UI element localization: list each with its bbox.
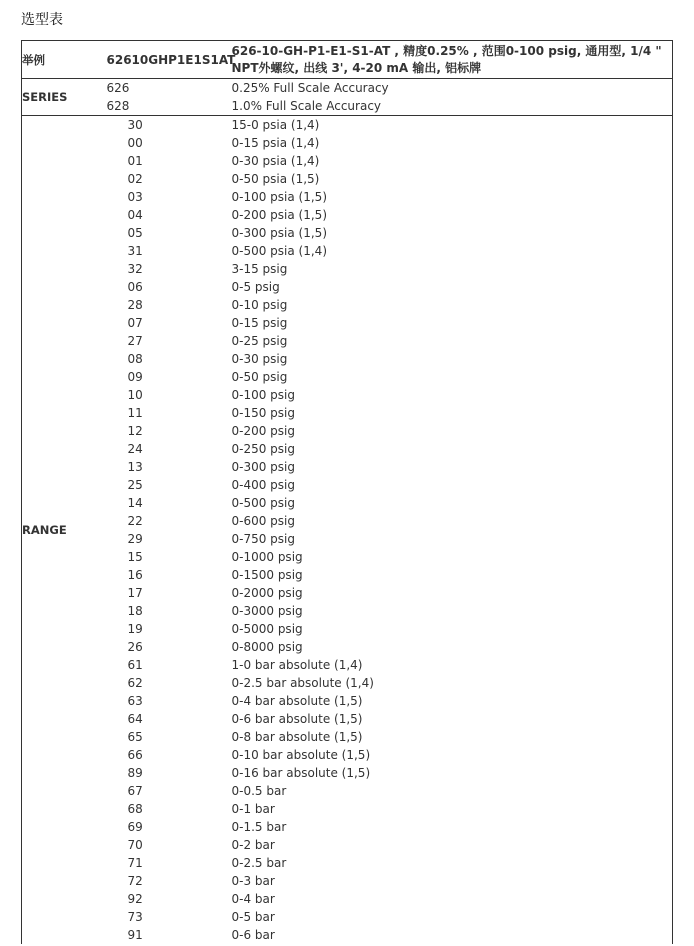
- range-description: 0-6 bar: [232, 926, 673, 944]
- range-code: 18: [127, 604, 143, 618]
- range-code: 07: [127, 316, 143, 330]
- range-row: [22, 602, 673, 620]
- range-code: 62: [127, 676, 143, 690]
- example-label: 举例: [22, 41, 107, 79]
- range-description: 0-250 psig: [232, 440, 673, 458]
- range-description: 0-100 psia (1,5): [232, 188, 673, 206]
- range-description: 0-8000 psig: [232, 638, 673, 656]
- range-description: 0-10 bar absolute (1,5): [232, 746, 673, 764]
- range-code: 30: [107, 116, 232, 135]
- range-row: [22, 548, 673, 566]
- range-description: 0-15 psig: [232, 314, 673, 332]
- series-row: [22, 79, 673, 98]
- range-description: 15-0 psia (1,4): [232, 116, 673, 135]
- range-row: [22, 566, 673, 584]
- range-code: 61: [127, 658, 143, 672]
- range-description: 0-400 psig: [232, 476, 673, 494]
- range-row: [22, 224, 673, 242]
- range-code: 19: [127, 622, 143, 636]
- range-row: [22, 494, 673, 512]
- range-code: 03: [127, 190, 143, 204]
- range-row: [22, 764, 673, 782]
- range-row: [22, 890, 673, 908]
- range-description: 0-150 psig: [232, 404, 673, 422]
- range-row: [22, 476, 673, 494]
- range-code: 72: [127, 874, 143, 888]
- series-row: [22, 97, 673, 116]
- range-label: RANGE: [22, 116, 107, 945]
- range-description: 0-600 psig: [232, 512, 673, 530]
- range-row: [22, 512, 673, 530]
- range-description: 0-100 psig: [232, 386, 673, 404]
- range-code: 68: [127, 802, 143, 816]
- range-description: 0-500 psia (1,4): [232, 242, 673, 260]
- range-code: 14: [127, 496, 143, 510]
- range-description: 0-3000 psig: [232, 602, 673, 620]
- example-code: 62610GHP1E1S1AT: [107, 41, 232, 79]
- range-description: 0-1000 psig: [232, 548, 673, 566]
- range-description: 3-15 psig: [232, 260, 673, 278]
- range-row: [22, 296, 673, 314]
- range-description: 0-10 psig: [232, 296, 673, 314]
- range-description: 0-1 bar: [232, 800, 673, 818]
- range-description: 0-3 bar: [232, 872, 673, 890]
- range-code: 92: [127, 892, 143, 906]
- series-label: SERIES: [22, 79, 107, 116]
- range-row: [22, 800, 673, 818]
- series-description: 0.25% Full Scale Accuracy: [232, 79, 673, 98]
- range-row: [22, 440, 673, 458]
- range-row: [22, 692, 673, 710]
- series-description: 1.0% Full Scale Accuracy: [232, 97, 673, 116]
- range-code: 91: [127, 928, 143, 942]
- example-description: 626-10-GH-P1-E1-S1-AT , 精度0.25% , 范围0-100 psig, 通用型, 1/4 " NPT外螺纹, 出线 3', 4-20 mA 输出, 铝标牌: [232, 41, 673, 79]
- range-description: 0-1.5 bar: [232, 818, 673, 836]
- range-row: [22, 620, 673, 638]
- range-code: 06: [127, 280, 143, 294]
- range-code: 73: [127, 910, 143, 924]
- range-code: 26: [127, 640, 143, 654]
- range-code: 67: [127, 784, 143, 798]
- selection-table: [21, 40, 673, 944]
- range-code: 64: [127, 712, 143, 726]
- range-description: 0-2.5 bar absolute (1,4): [232, 674, 673, 692]
- range-description: 0-50 psia (1,5): [232, 170, 673, 188]
- range-row: [22, 260, 673, 278]
- range-row: [22, 332, 673, 350]
- range-description: 0-25 psig: [232, 332, 673, 350]
- range-code: 02: [127, 172, 143, 186]
- range-description: 0-6 bar absolute (1,5): [232, 710, 673, 728]
- range-row: [22, 314, 673, 332]
- range-row: [22, 872, 673, 890]
- range-description: 1-0 bar absolute (1,4): [232, 656, 673, 674]
- range-row: [22, 584, 673, 602]
- range-code: 22: [127, 514, 143, 528]
- range-row: [22, 368, 673, 386]
- range-description: 0-300 psia (1,5): [232, 224, 673, 242]
- range-code: 70: [127, 838, 143, 852]
- page-title: 选型表: [21, 12, 63, 28]
- series-code: 628: [106, 99, 130, 113]
- range-row: [22, 728, 673, 746]
- range-row: [22, 458, 673, 476]
- range-code: 71: [127, 856, 143, 870]
- range-code: 25: [127, 478, 143, 492]
- range-row: [22, 854, 673, 872]
- range-description: 0-0.5 bar: [232, 782, 673, 800]
- range-row: [22, 638, 673, 656]
- range-code: 28: [127, 298, 143, 312]
- range-description: 0-8 bar absolute (1,5): [232, 728, 673, 746]
- series-code: 626: [107, 79, 232, 98]
- range-row: [22, 278, 673, 296]
- range-description: 0-2000 psig: [232, 584, 673, 602]
- range-code: 31: [127, 244, 143, 258]
- range-row: [22, 350, 673, 368]
- range-row: [22, 188, 673, 206]
- range-code: 66: [127, 748, 143, 762]
- range-code: 12: [127, 424, 143, 438]
- range-code: 01: [127, 154, 143, 168]
- range-code: 08: [127, 352, 143, 366]
- range-code: 29: [127, 532, 143, 546]
- range-description: 0-200 psia (1,5): [232, 206, 673, 224]
- range-description: 0-15 psia (1,4): [232, 134, 673, 152]
- range-row: [22, 152, 673, 170]
- range-row: [22, 656, 673, 674]
- range-code: 63: [127, 694, 143, 708]
- range-code: 24: [127, 442, 143, 456]
- range-code: 05: [127, 226, 143, 240]
- range-description: 0-4 bar absolute (1,5): [232, 692, 673, 710]
- range-row: [22, 116, 673, 135]
- range-description: 0-750 psig: [232, 530, 673, 548]
- example-row: [22, 41, 673, 79]
- range-code: 15: [127, 550, 143, 564]
- range-row: [22, 386, 673, 404]
- range-description: 0-300 psig: [232, 458, 673, 476]
- range-description: 0-5 psig: [232, 278, 673, 296]
- range-row: [22, 836, 673, 854]
- range-description: 0-30 psia (1,4): [232, 152, 673, 170]
- range-code: 00: [127, 136, 143, 150]
- range-code: 16: [127, 568, 143, 582]
- range-description: 0-2 bar: [232, 836, 673, 854]
- range-row: [22, 674, 673, 692]
- range-code: 13: [127, 460, 143, 474]
- range-description: 0-5 bar: [232, 908, 673, 926]
- range-row: [22, 908, 673, 926]
- range-row: [22, 422, 673, 440]
- range-code: 32: [127, 262, 143, 276]
- range-code: 65: [127, 730, 143, 744]
- range-row: [22, 134, 673, 152]
- range-row: [22, 242, 673, 260]
- range-row: [22, 710, 673, 728]
- range-description: 0-500 psig: [232, 494, 673, 512]
- range-row: [22, 206, 673, 224]
- range-description: 0-50 psig: [232, 368, 673, 386]
- range-description: 0-5000 psig: [232, 620, 673, 638]
- range-row: [22, 782, 673, 800]
- range-description: 0-4 bar: [232, 890, 673, 908]
- range-row: [22, 746, 673, 764]
- range-row: [22, 926, 673, 944]
- range-code: 69: [127, 820, 143, 834]
- range-description: 0-16 bar absolute (1,5): [232, 764, 673, 782]
- range-row: [22, 170, 673, 188]
- range-description: 0-2.5 bar: [232, 854, 673, 872]
- range-code: 17: [127, 586, 143, 600]
- range-description: 0-1500 psig: [232, 566, 673, 584]
- range-code: 04: [127, 208, 143, 222]
- range-description: 0-30 psig: [232, 350, 673, 368]
- range-code: 09: [127, 370, 143, 384]
- range-code: 27: [127, 334, 143, 348]
- range-code: 11: [127, 406, 143, 420]
- range-row: [22, 530, 673, 548]
- range-code: 10: [127, 388, 143, 402]
- range-description: 0-200 psig: [232, 422, 673, 440]
- range-row: [22, 404, 673, 422]
- range-row: [22, 818, 673, 836]
- range-code: 89: [127, 766, 143, 780]
